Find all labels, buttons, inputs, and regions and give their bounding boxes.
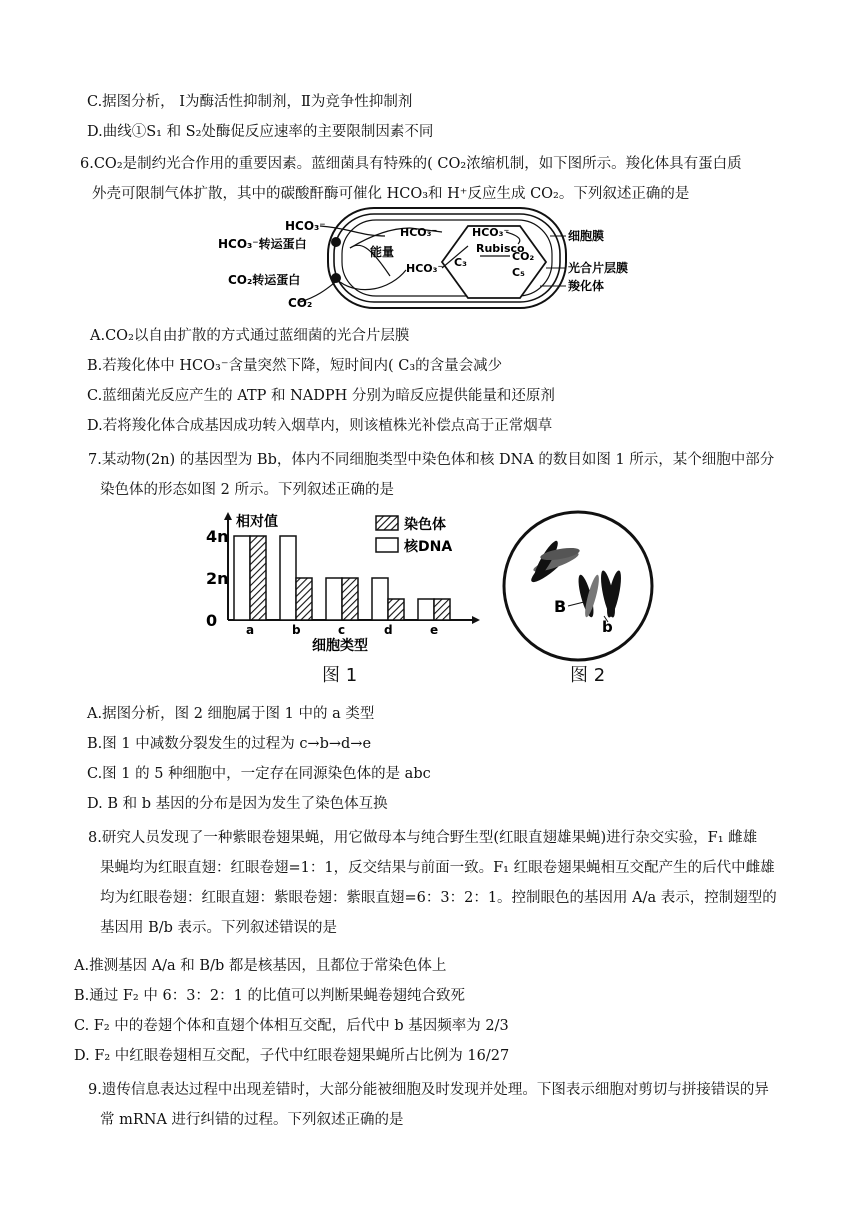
- q7-option-b: B.图 1 中减数分裂发生的过程为 c→b→d→e: [87, 736, 372, 752]
- label-co2-transporter: CO₂转运蛋白: [228, 273, 301, 287]
- label-carboxysome: 羧化体: [568, 279, 605, 293]
- q9-line1: 9.遗传信息表达过程中出现差错时，大部分能被细胞及时发现并处理。下图表示细胞对剪切与拼接错误的异: [88, 1082, 769, 1098]
- q6-option-a: A.CO₂以自由扩散的方式通过蓝细菌的光合片层膜: [90, 328, 410, 344]
- q5-option-d: D.曲线①S₁ 和 S₂处酶促反应速率的主要限制因素不同: [87, 124, 434, 140]
- label-co2-inner: CO₂: [512, 250, 535, 263]
- legend-swatch: [376, 538, 398, 552]
- q7-stem-line1: 7.某动物(2n) 的基因型为 Bb，体内不同细胞类型中染色体和核 DNA 的数目如图 1 所示，某个细胞中部分: [88, 452, 775, 468]
- bar-b-chromosome: [296, 578, 312, 620]
- q8-line2: 果蝇均为红眼直翅：红眼卷翅=1：1，反交结果与前面一致。F₁ 红眼卷翅果蝇相互交配产生的后代中雌雄: [100, 860, 775, 876]
- x-axis-label: 细胞类型: [312, 638, 368, 654]
- bar-a-chromosome: [250, 536, 266, 620]
- label-hco3-transporter: HCO₃⁻转运蛋白: [218, 237, 307, 251]
- q8-option-d: D. F₂ 中红眼卷翅相互交配，子代中红眼卷翅果蝇所占比例为 16/27: [74, 1048, 510, 1064]
- bar-e-chromosome: [434, 599, 450, 620]
- fig2-label-B: B: [554, 597, 567, 616]
- label-c3: C₃: [454, 256, 467, 269]
- y-axis-label: 相对值: [236, 514, 278, 530]
- label-cell-membrane: 细胞膜: [568, 229, 605, 243]
- bar-d-dna: [372, 578, 388, 620]
- q9-line2: 常 mRNA 进行纠错的过程。下列叙述正确的是: [100, 1112, 404, 1128]
- label-c5: C₅: [512, 266, 525, 279]
- label-hco3-top: HCO₃⁻: [285, 219, 326, 233]
- figure-2-cell-diagram: [498, 508, 658, 668]
- y-tick-label: 4n: [206, 527, 229, 546]
- q7-option-d: D. B 和 b 基因的分布是因为发生了染色体互换: [87, 796, 388, 812]
- q6-stem-line1: 6.CO₂是制约光合作用的重要因素。蓝细菌具有特殊的( CO₂浓缩机制，如下图所示。羧化体具有蛋白质: [80, 156, 742, 172]
- q7-option-a: A.据图分析，图 2 细胞属于图 1 中的 a 类型: [87, 706, 375, 722]
- label-hco3-c: HCO₃⁻: [472, 226, 510, 239]
- label-photo-membrane: 光合片层膜: [568, 261, 629, 275]
- q7-option-c: C.图 1 的 5 种细胞中，一定存在同源染色体的是 abc: [87, 766, 431, 782]
- bar-c-dna: [326, 578, 342, 620]
- x-tick-label: c: [338, 623, 346, 637]
- q6-stem-line2: 外壳可限制气体扩散，其中的碳酸酐酶可催化 HCO₃和 H⁺反应生成 CO₂。下列叙述正确的是: [92, 186, 690, 202]
- q8-option-a: A.推测基因 A/a 和 B/b 都是核基因，且都位于常染色体上: [74, 958, 447, 974]
- label-co2-bottom: CO₂: [288, 296, 313, 310]
- bar-d-chromosome: [388, 599, 404, 620]
- bar-b-dna: [280, 536, 296, 620]
- q8-option-b: B.通过 F₂ 中 6：3：2：1 的比值可以判断果蝇卷翅纯合致死: [74, 988, 465, 1004]
- figure-2-caption: 图 2: [570, 665, 606, 686]
- fig2-label-b: b: [602, 618, 613, 636]
- x-tick-label: a: [246, 623, 255, 637]
- label-hco3-a: HCO₃⁻: [400, 226, 438, 239]
- y-tick-label: 0: [206, 611, 218, 630]
- q6-option-b: B.若羧化体中 HCO₃⁻含量突然下降，短时间内( C₃的含量会减少: [87, 358, 503, 374]
- bar-c-chromosome: [342, 578, 358, 620]
- q5-option-c: C.据图分析， Ⅰ为酶活性抑制剂，Ⅱ为竞争性抑制剂: [87, 94, 413, 110]
- legend-label: 染色体: [404, 517, 446, 533]
- label-energy: 能量: [370, 245, 395, 259]
- q7-stem-line2: 染色体的形态如图 2 所示。下列叙述正确的是: [100, 482, 394, 498]
- x-axis-arrow: [472, 616, 480, 624]
- q8-option-c: C. F₂ 中的卷翅个体和直翅个体相互交配，后代中 b 基因频率为 2/3: [74, 1018, 509, 1034]
- x-tick-label: b: [292, 623, 301, 637]
- y-tick-label: 2n: [206, 569, 229, 588]
- x-tick-label: e: [430, 623, 439, 637]
- q6-option-c: C.蓝细菌光反应产生的 ATP 和 NADPH 分别为暗反应提供能量和还原剂: [87, 388, 555, 404]
- label-rubisco: Rubisco: [476, 242, 525, 255]
- bar-a-dna: [234, 536, 250, 620]
- legend-swatch: [376, 516, 398, 530]
- q8-line3: 均为红眼卷翅：红眼直翅：紫眼卷翅：紫眼直翅=6：3：2：1。控制眼色的基因用 A/a 表示，控制翅型的: [100, 890, 777, 906]
- figure-1-caption: 图 1: [322, 665, 358, 686]
- x-tick-label: d: [384, 623, 393, 637]
- carboxysome-diagram: [210, 206, 650, 316]
- legend-label: 核DNA: [404, 539, 453, 555]
- y-axis-arrow: [224, 512, 232, 520]
- q6-option-d: D.若将羧化体合成基因成功转入烟草内，则该植株光补偿点高于正常烟草: [87, 418, 553, 434]
- bar-e-dna: [418, 599, 434, 620]
- label-hco3-b: HCO₃⁻: [406, 262, 444, 275]
- q8-line1: 8.研究人员发现了一种紫眼卷翅果蝇，用它做母本与纯合野生型(红眼直翅雄果蝇)进行杂交实验，F₁ 雌雄: [88, 830, 758, 846]
- q8-line4: 基因用 B/b 表示。下列叙述错误的是: [100, 920, 338, 936]
